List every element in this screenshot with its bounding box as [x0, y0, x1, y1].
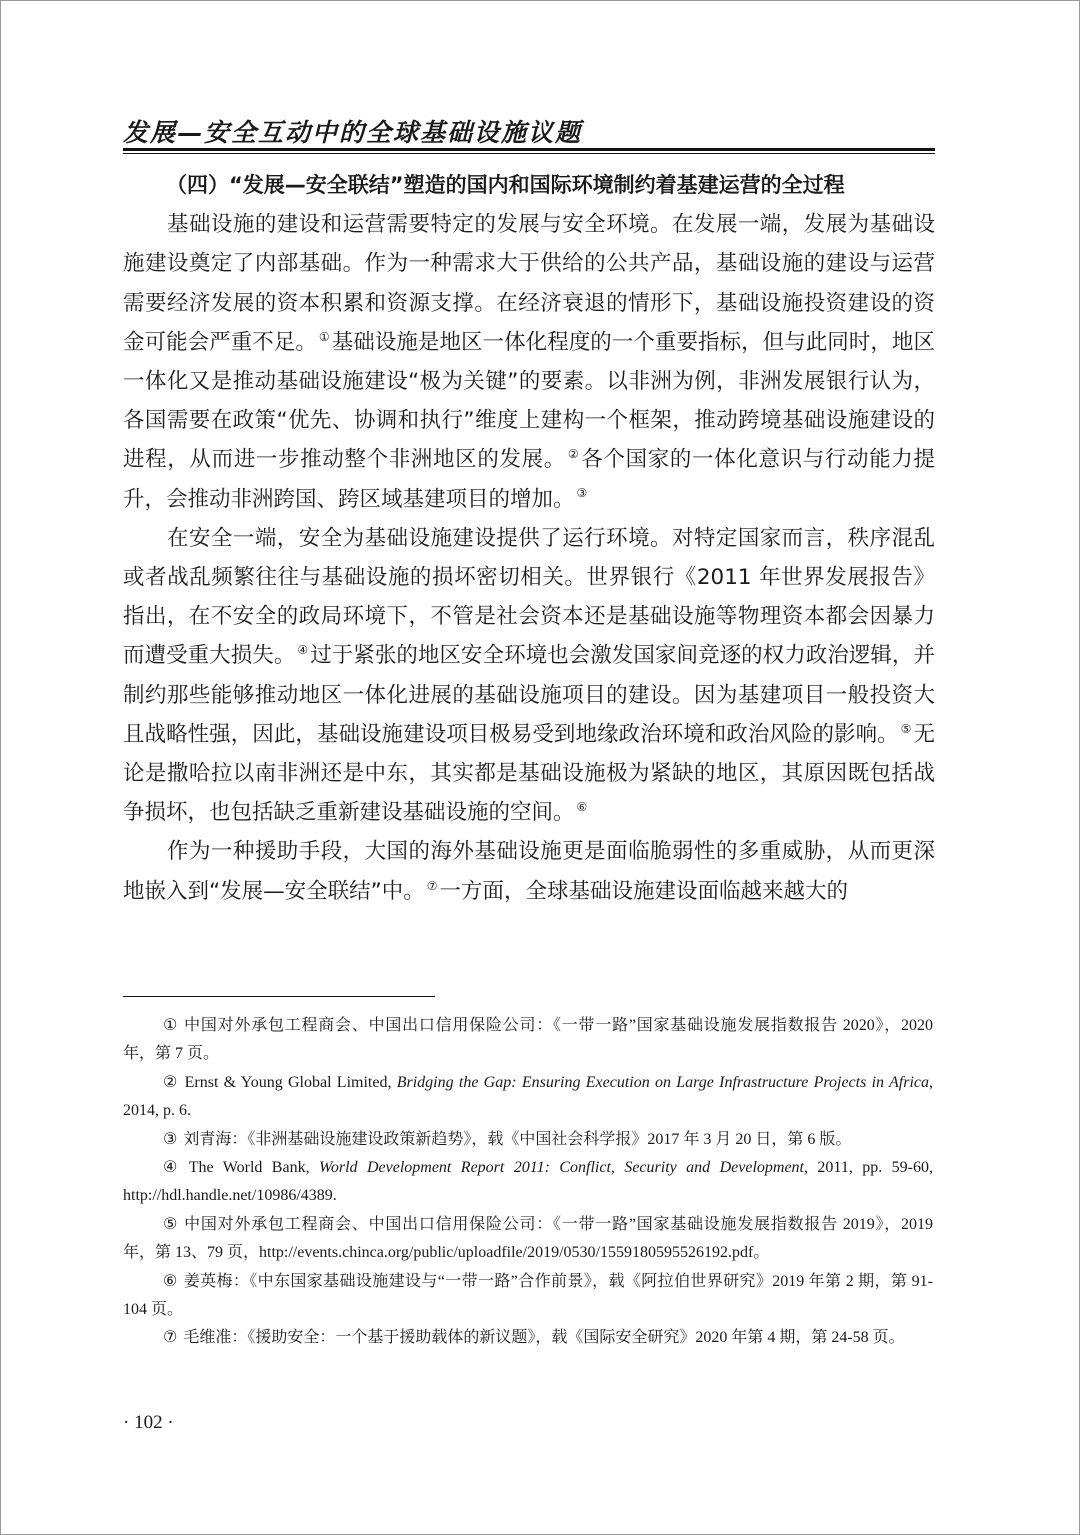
- footnote: [123, 1211, 933, 1268]
- footnote-ref: ④: [297, 643, 309, 658]
- footnote-text: Ernst & Young Global Limited,: [184, 1073, 397, 1091]
- footnote-text: , 2014, p. 6.: [123, 1073, 934, 1120]
- body-text: [123, 166, 935, 911]
- footnote: [123, 1154, 933, 1211]
- footnote-ref: ⑤: [900, 721, 912, 736]
- footnote-ref: ③: [576, 486, 588, 501]
- footnote-ref: ②: [567, 447, 580, 462]
- footnote-text: 姜英梅：《中东国家基础设施建设与“一带一路”合作前景》，载《阿拉伯世界研究》2019 年第 2 期，第 91-104 页。: [123, 1272, 933, 1319]
- paragraph-text: 各个国家的一体化意识与行动能力提升，会推动非洲跨国、跨区域基建项目的增加。: [123, 447, 935, 512]
- footnote-text: 刘青海：《非洲基础设施建设政策新趋势》，载《中国社会科学报》2017 年 3 月 20 日，第 6 版。: [183, 1130, 852, 1148]
- footnote-text: , 2011, pp. 59-60, http://hdl.handle.net/10986/4389.: [123, 1159, 934, 1205]
- paragraph-text: 基础设施是地区一体化程度的一个重要指标，但与此同时，地区一体化又是推动基础设施建设“极为关键”的要素。以非洲为例，非洲发展银行认为，各国需要在政策“优先、协调和执行”维度上建构一个框架，推动跨境基础设施建设的进程，从而进一步推动整个非洲地区的发展。: [123, 329, 935, 473]
- footnotes: [123, 1012, 933, 1353]
- footnote-number: ④: [163, 1159, 183, 1177]
- footnote-number: ⑤: [163, 1215, 179, 1233]
- paragraph: [123, 205, 935, 519]
- paragraph-text: 过于紧张的地区安全环境也会激发国家间竞逐的权力政治逻辑，并制约那些能够推动地区一体化进展的基础设施项目的建设。因为基建项目一般投资大且战略性强，因此，基础设施建设项目极易受到地缘政治环境和政治风险的影响。: [123, 643, 935, 747]
- footnote-number: ①: [163, 1017, 179, 1034]
- paragraph-text: 一方面，全球基础设施建设面临越来越大的: [439, 878, 849, 904]
- paragraph-text: 无论是撒哈拉以南非洲还是中东，其实都是基础设施极为紧缺的地区，其原因既包括战争损坏，也包括缺乏重新建设基础设施的空间。: [123, 721, 935, 826]
- paragraph-text: 在安全一端，安全为基础设施建设提供了运行环境。对特定国家而言，秩序混乱或者战乱频繁往往与基础设施的损坏密切相关。世界银行《2011 年世界发展报告》指出，在不安全的政局环境下，不管是社会资本还是基础设施等物理资本都会因暴力而遭受重大损失。: [123, 525, 935, 669]
- page-number: · 102 ·: [123, 1412, 174, 1433]
- footnote-title: Bridging the Gap: Ensuring Execution on Large Infrastructure Projects in Africa: [396, 1073, 930, 1091]
- footnote-number: ③: [163, 1130, 178, 1148]
- footnote: [123, 1126, 933, 1154]
- footnote: [123, 1069, 933, 1126]
- footnote: [123, 1324, 933, 1352]
- footnote-text: The World Bank,: [188, 1159, 320, 1177]
- section-heading: （四）“发展—安全联结”塑造的国内和国际环境制约着基建运营的全过程: [166, 173, 845, 197]
- footnote-rule: [123, 996, 435, 997]
- footnote-number: ⑥: [163, 1272, 178, 1290]
- footnote-text: 中国对外承包工程商会、中国出口信用保险公司：《一带一路”国家基础设施发展指数报告 2019》，2019 年，第 13、79 页，http://events.chinca.org/public/uploadfile/2019/0530/1559180595526192.pdf。: [123, 1215, 934, 1262]
- footnote-number: ⑦: [163, 1329, 178, 1347]
- paragraph-text: 作为一种援助手段，大国的海外基础设施更是面临脆弱性的多重威胁，从而更深地嵌入到“发展—安全联结”中。: [123, 839, 935, 904]
- header-rule: [123, 148, 935, 151]
- footnote-ref: ①: [318, 329, 330, 344]
- footnote: [123, 1268, 933, 1325]
- header-rule-thin: [123, 153, 935, 154]
- paragraph: [123, 832, 935, 910]
- footnote-number: ②: [163, 1073, 179, 1091]
- footnote-ref: ⑥: [576, 800, 588, 815]
- paragraph: [123, 519, 935, 833]
- paragraph-text: 基础设施的建设和运营需要特定的发展与安全环境。在发展一端，发展为基础设施建设奠定了内部基础。作为一种需求大于供给的公共产品，基础设施的建设与运营需要经济发展的资本积累和资源支撑。在经济衰退的情形下，基础设施投资建设的资金可能会严重不足。: [123, 212, 935, 355]
- footnote-text: 中国对外承包工程商会、中国出口信用保险公司：《一带一路”国家基础设施发展指数报告 2020》，2020 年，第 7 页。: [123, 1017, 934, 1063]
- footnote-ref: ⑦: [426, 878, 438, 893]
- footnote-text: 毛维准：《援助安全：一个基于援助载体的新议题》，载《国际安全研究》2020 年第 4 期，第 24-58 页。: [183, 1329, 905, 1347]
- paragraphs: [123, 205, 935, 911]
- running-header: 发展—安全互动中的全球基础设施议题: [123, 118, 583, 147]
- footnote: [123, 1012, 933, 1069]
- footnote-title: World Development Report 2011: Conflict, Security and Development: [319, 1159, 804, 1177]
